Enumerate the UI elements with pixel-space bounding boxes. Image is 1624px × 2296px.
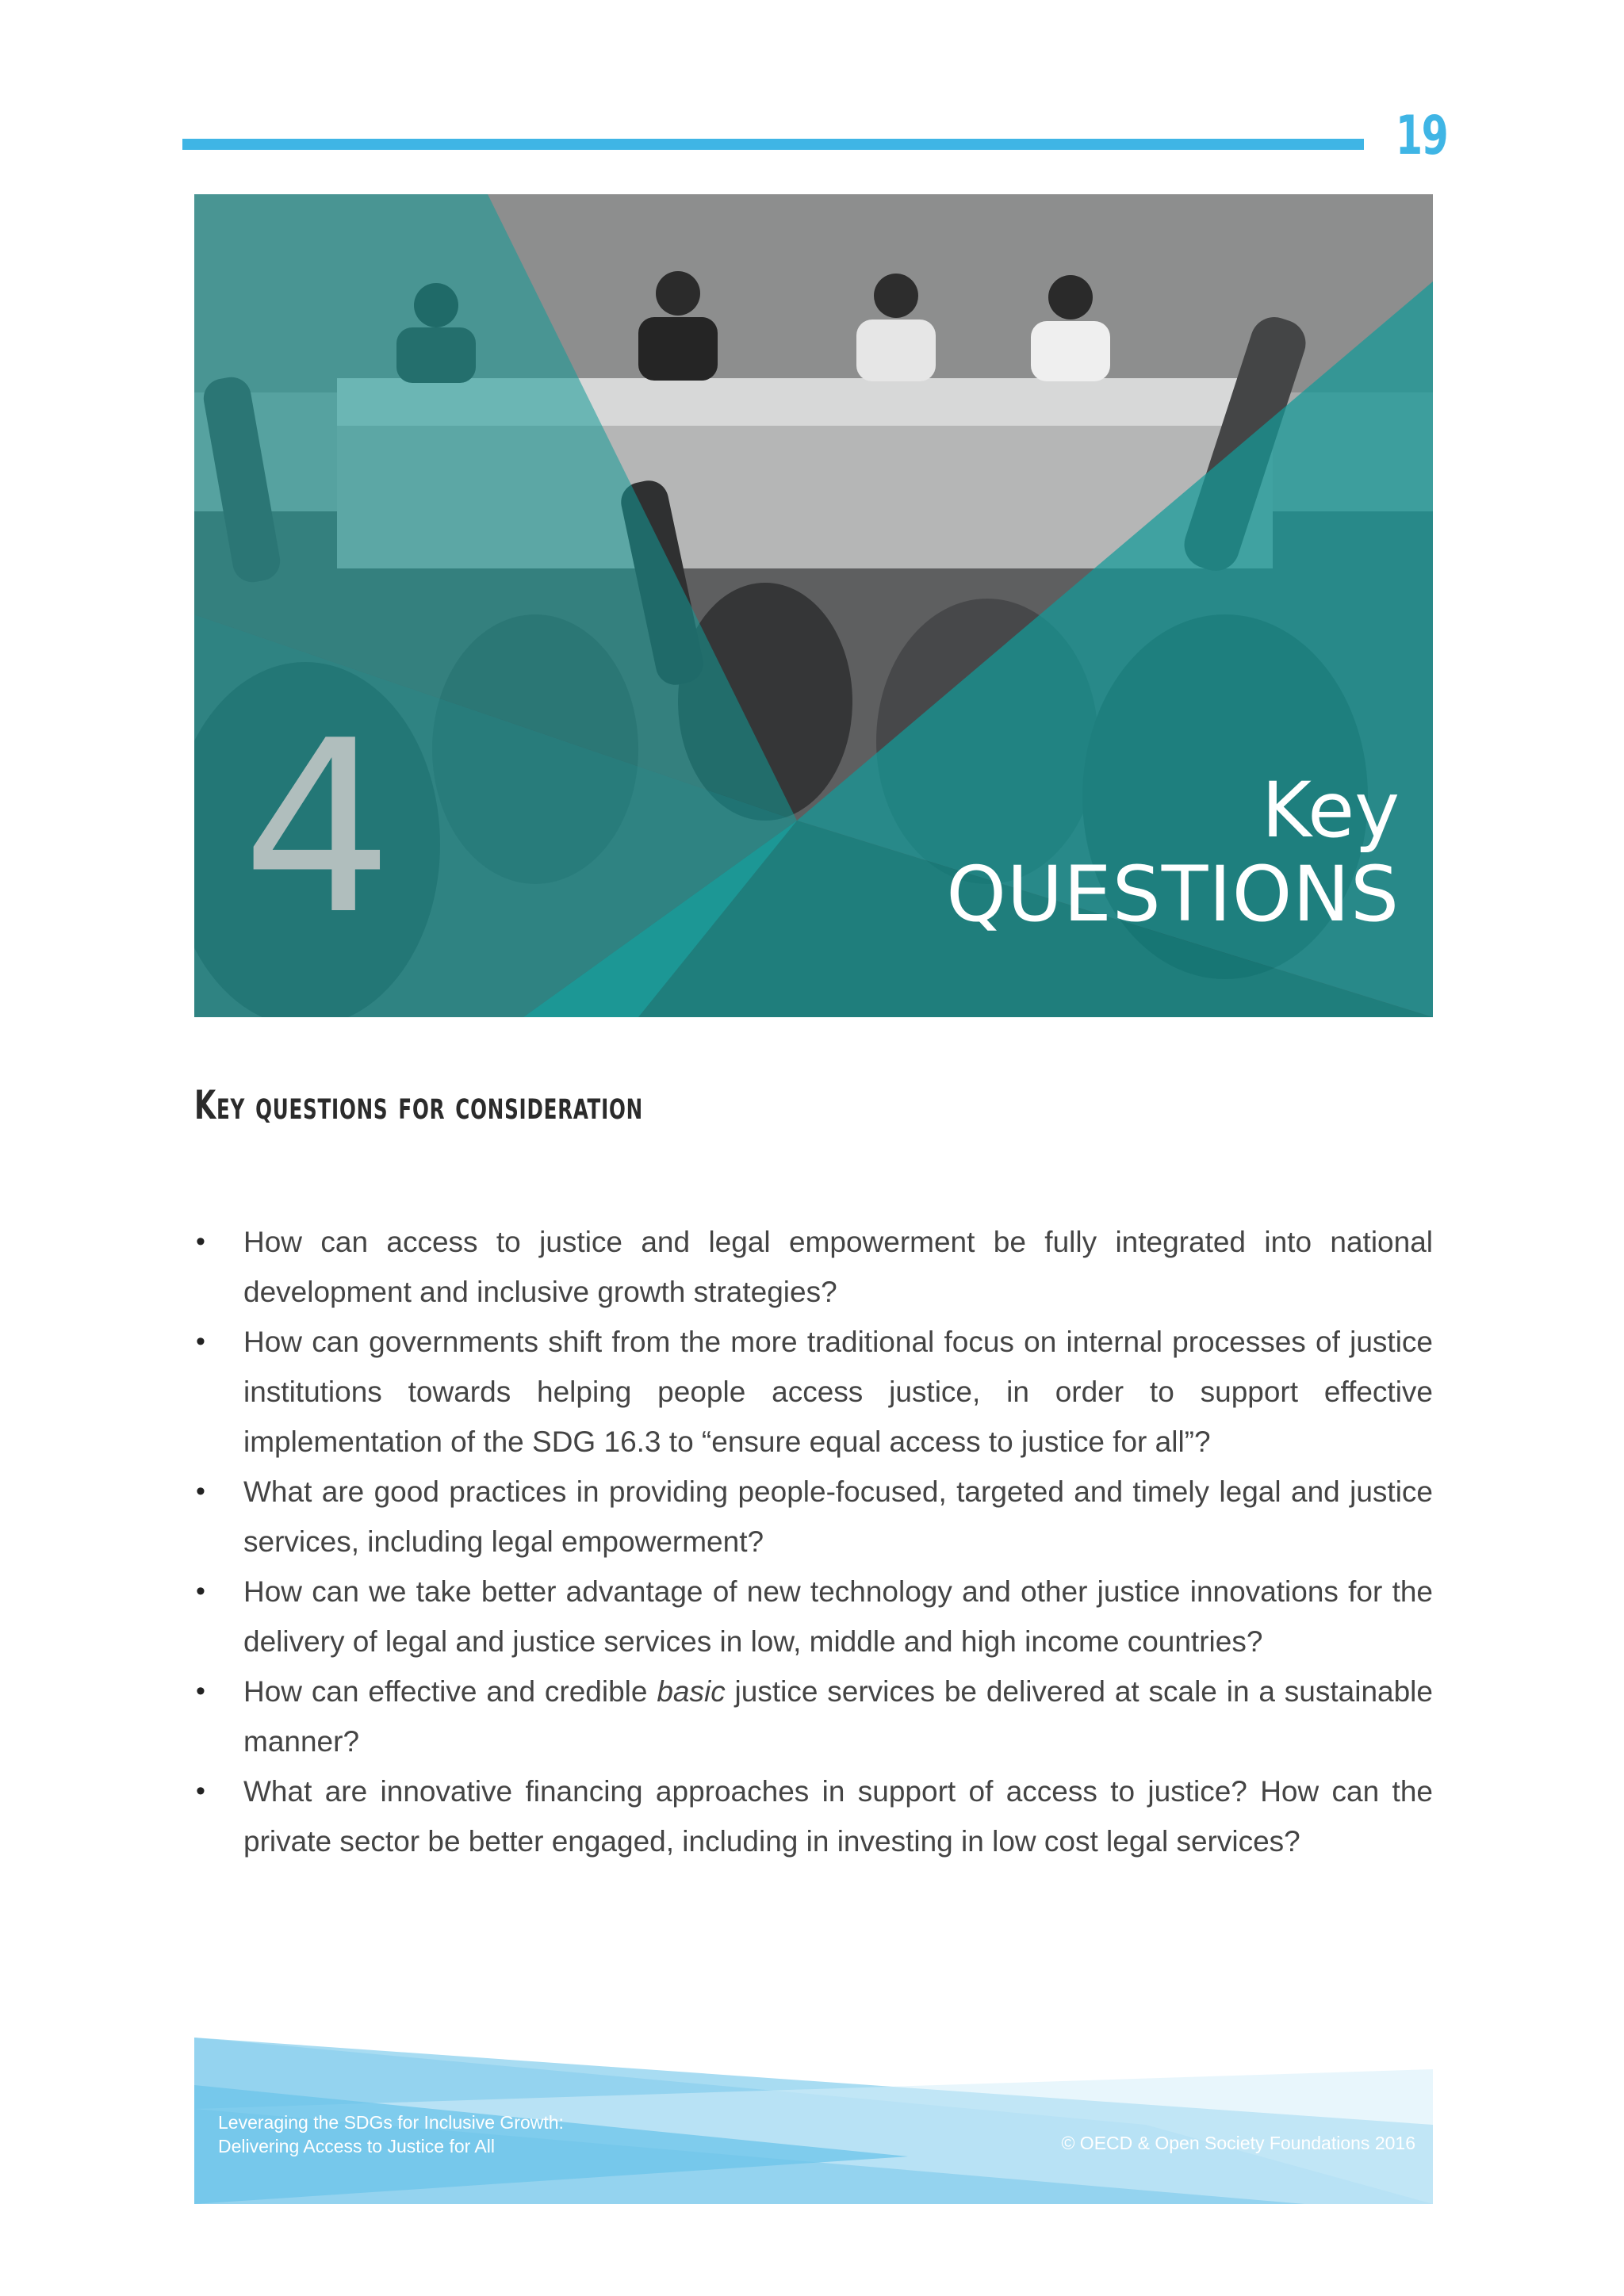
list-item xyxy=(194,1766,1433,1866)
footer-banner xyxy=(194,2038,1433,2204)
list-item xyxy=(194,1317,1433,1467)
question-text: How can governments shift from the more traditional focus on internal processes of justice institutions towards helping people access justice, in order to support effective implementation of the SDG 16.3 to “ensure equal access to justice for all”? xyxy=(243,1326,1433,1458)
question-text: How can we take better advantage of new technology and other justice innovations for the delivery of legal and justice services in low, middle and high income countries? xyxy=(243,1575,1433,1658)
bullet-icon: • xyxy=(196,1326,205,1357)
chapter-title xyxy=(946,766,1400,939)
footer-report-title xyxy=(218,2110,564,2158)
question-text: What are good practices in providing people-focused, targeted and timely legal and justice services, including legal empowerment? xyxy=(243,1475,1433,1558)
question-text-before: How can effective and credible xyxy=(243,1675,657,1708)
section-heading: Key questions for consideration xyxy=(194,1082,643,1128)
list-item xyxy=(194,1467,1433,1567)
header-rule xyxy=(182,139,1364,150)
list-item xyxy=(194,1667,1433,1766)
list-item xyxy=(194,1567,1433,1667)
key-questions-list xyxy=(194,1217,1433,1866)
footer-line2: Delivering Access to Justice for All xyxy=(218,2136,495,2156)
footer-copyright: © OECD & Open Society Foundations 2016 xyxy=(1061,2133,1415,2153)
chapter-hero-image xyxy=(194,194,1433,1017)
chapter-number: 4 xyxy=(242,690,393,966)
footer-line1: Leveraging the SDGs for Inclusive Growth: xyxy=(218,2112,564,2133)
chapter-title-line1: Key xyxy=(1261,766,1400,855)
bullet-icon: • xyxy=(196,1476,205,1506)
question-text: How can access to justice and legal empowerment be fully integrated into national development and inclusive growth strategies? xyxy=(243,1226,1433,1308)
bullet-icon: • xyxy=(196,1676,205,1706)
question-text-after: justice services be delivered at scale in a sustainable manner? xyxy=(243,1675,1433,1758)
page-number: 19 xyxy=(1396,105,1448,167)
question-text-italic: basic xyxy=(657,1675,726,1708)
question-text: What are innovative financing approaches in support of access to justice? How can the private sector be better engaged, including in investing in low cost legal services? xyxy=(243,1775,1433,1858)
bullet-icon: • xyxy=(196,1776,205,1806)
bullet-icon: • xyxy=(196,1576,205,1606)
list-item xyxy=(194,1217,1433,1317)
chapter-title-line2: QUESTIONS xyxy=(946,849,1400,939)
bullet-icon: • xyxy=(196,1226,205,1257)
